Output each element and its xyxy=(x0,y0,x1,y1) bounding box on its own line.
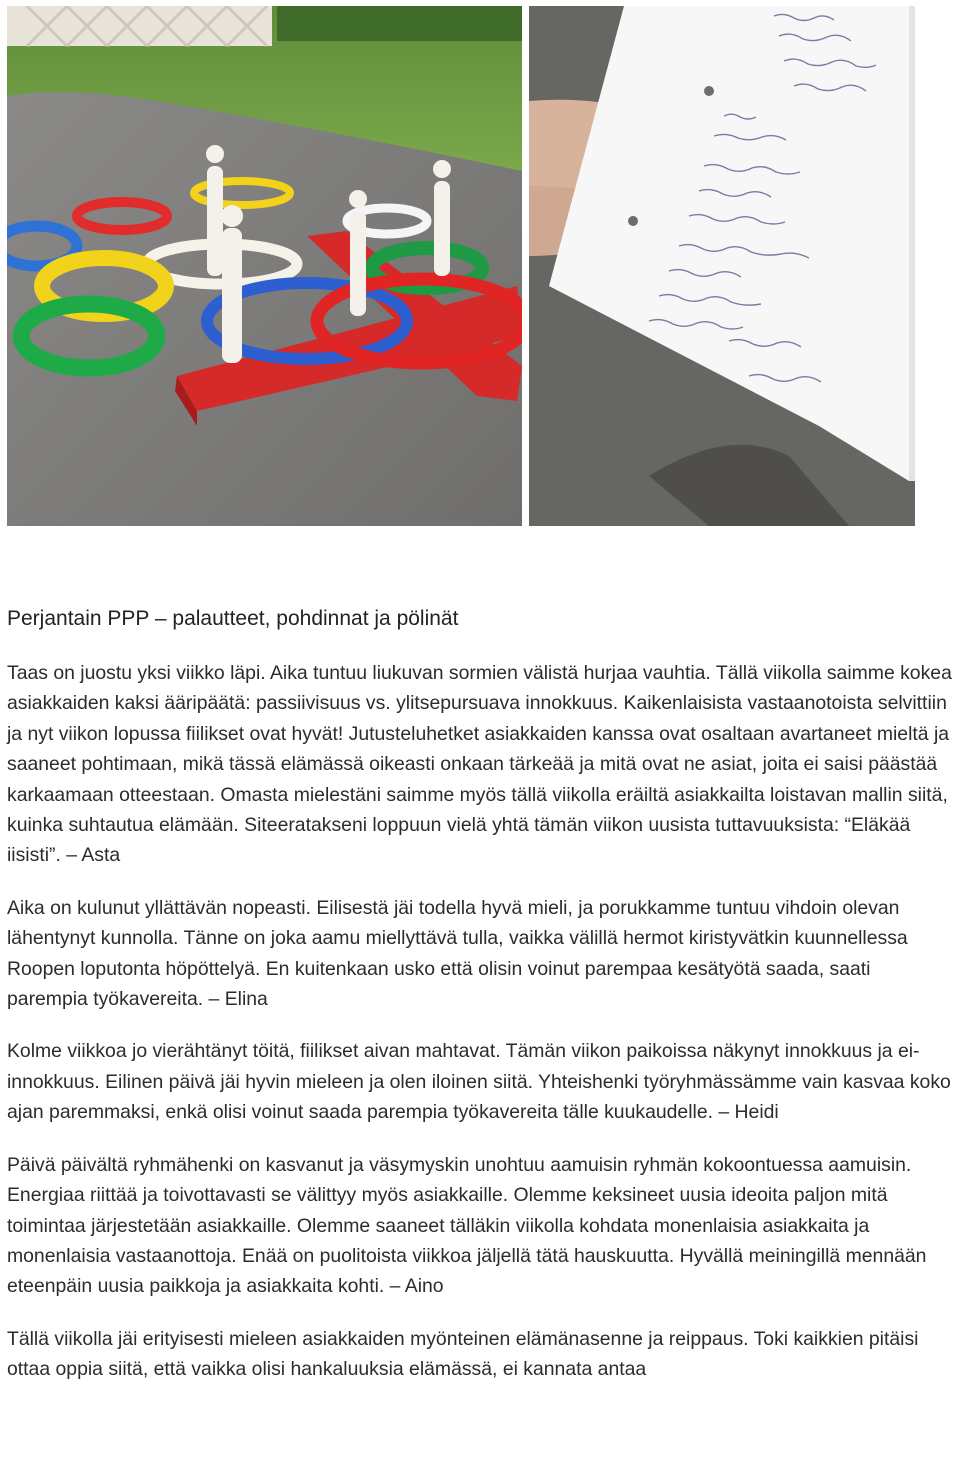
blog-article xyxy=(7,602,955,1407)
paragraph-heidi: Kolme viikkoa jo vierähtänyt töitä, fiilikset aivan mahtavat. Tämän viikon paikoissa näkynyt innokkuus ja ei-innokkuus. Eilinen päivä jäi hyvin mieleen ja olen iloinen siitä. Yhteishenki työryhmässämme vain kasvaa koko ajan paremmaksi, enkä olisi voinut saada parempia työkavereita tälle kuukaudelle. – Heidi xyxy=(7,1040,951,1124)
article-title: Perjantain PPP – palautteet, pohdinnat ja pölinät xyxy=(7,607,459,630)
paragraph-aino: Päivä päivältä ryhmähenki on kasvanut ja väsymyskin unohtuu aamuisin ryhmän kokoontuessa aamuisin. Energiaa riittää ja toivottavasti se välittyy myös asiakkaille. Olemme keksineet uusia ideoita paljon mitä toimintaa järjestetään asiakkaille. Olemme saaneet tälläkin viikolla kohdata monenlaisia asiakkaita ja monenlaisia vastaanottoja. Enää on puolitoista viikkoa jäljellä tätä hauskuutta. Hyvällä meiningillä mennään eteenpäin uusia paikkoja ja asiakkaita kohti. – Aino xyxy=(7,1153,927,1298)
paragraph-last: Tällä viikolla jäi erityisesti mieleen asiakkaiden myönteinen elämänasenne ja reippaus. Toki kaikkien pitäisi ottaa oppia siitä, että vaikka olisi hankaluuksia elämässä, ei kannata antaa xyxy=(7,1327,919,1381)
paragraph-elina: Aika on kulunut yllättävän nopeasti. Eilisestä jäi todella hyvä mieli, ja porukkamme tuntuu vihdoin olevan lähentynyt kunnolla. Tänne on joka aamu miellyttävä tulla, vaikka välillä hermot kiristyvätkin kuunnellessa Roopen loputonta höpöttelyä. En kuitenkaan usko että olisin voinut parempaa kesätyötä saada, saati parempia työkavereita. – Elina xyxy=(7,896,908,1011)
paragraph-asta: Taas on juostu yksi viikko läpi. Aika tuntuu liukuvan sormien välistä hurjaa vauhtia. Tällä viikolla saimme kokea asiakkaiden kaksi ääripäätä: passiivisuus vs. ylitsepursuava innokkuus. Kaikenlaisista vastaanotoista selvittiin ja nyt viikon lopussa fiilikset ovat hyvät! Jutusteluhetket asiakkaiden kanssa ovat osaltaan avartaneet mieltä ja saaneet pohtimaan, mikä tässä elämässä oikeasti onkaan tärkeää ja mitä ovat ne asiat, joita ei saisi päästää karkaamaan otteestaan. Omasta mielestäni saimme myös tällä viikolla eräiltä asiakkailta loistavan mallin siitä, kuinka suhtautua elämään. Siteeratakseni loppuun vielä yhtä tämän viikon uusista tuttavuuksista: “Eläkää iisisti”. – Asta xyxy=(7,662,952,867)
note-image xyxy=(529,6,915,526)
photo-strip xyxy=(0,0,960,530)
handwritten-note-photo xyxy=(529,6,915,526)
ring-toss-image xyxy=(7,6,522,526)
ring-toss-photo xyxy=(7,6,522,526)
